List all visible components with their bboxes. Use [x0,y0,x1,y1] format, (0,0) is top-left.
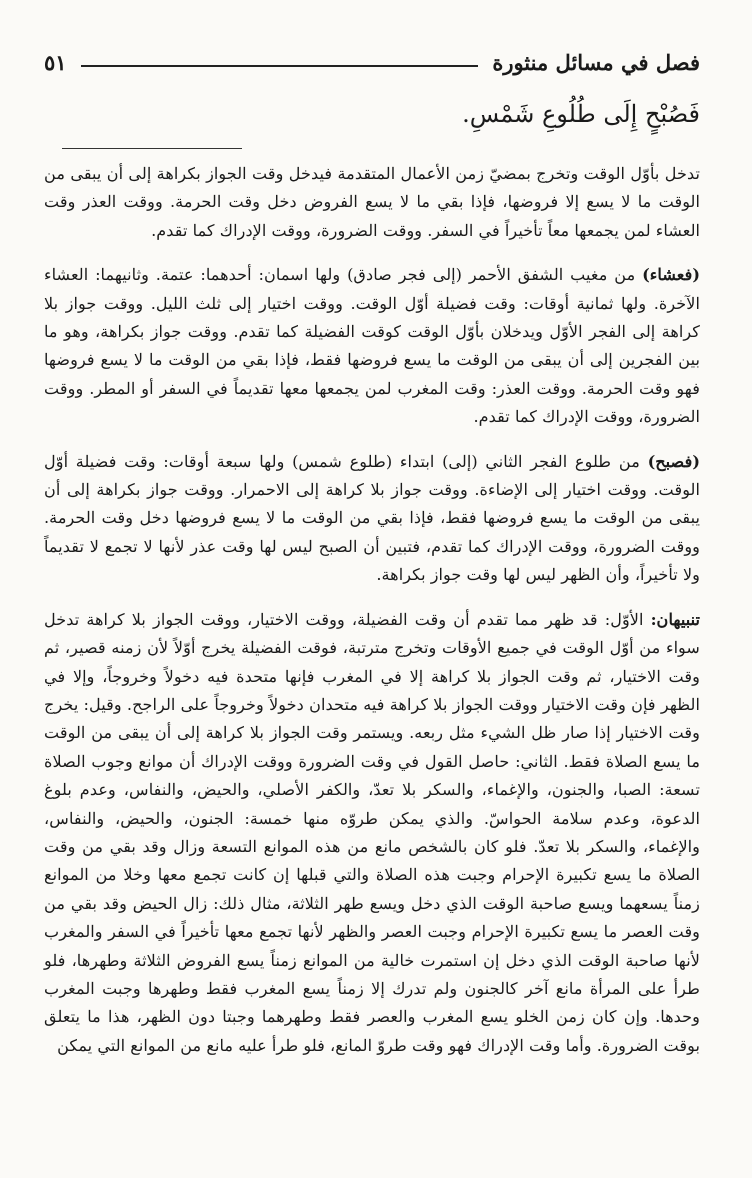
paragraph-body: تدخل بأوّل الوقت وتخرج بمضيّ زمن الأعمال المتقدمة فيدخل وقت الجواز بكراهة إلى أن يبقى من الوقت ما لا يسع إلا فروضها، فإذا بقي ما لا يسع الفروض دخل وقت الحرمة. ووقت العذر وقت العشاء لمن يجمعها معاً تأخيراً في السفر. ووقت الضرورة، ووقت الإدراك كما تقدم. [44,164,700,240]
page-number: ٥١ [44,49,67,75]
verse-divider [62,148,242,149]
chapter-title: فصل في مسائل منثورة [492,49,700,75]
paragraph-lead: (فصبح) [647,451,700,471]
paragraph [44,606,700,1061]
running-header [44,42,700,82]
header-rule [81,65,479,67]
paragraph-body: من مغيب الشفق الأحمر (إلى فجر صادق) ولها اسمان: أحدهما: عتمة. وثانيهما: العشاء الآخرة. ولها ثمانية أوقات: وقت فضيلة أوّل الوقت. ووقت اختيار إلى ثلث الليل. ووقت جواز بلا كراهة إلى الفجر الأوّل ويدخلان بأوّل الوقت كوقت الفضيلة كما تقدم. ووقت جواز بكراهة، وهو ما بين الفجرين إلى أن يبقى من الوقت ما يسع فروضها فقط، فإذا بقي من الوقت ما لا يسع فروضها فهو وقت الحرمة. ووقت العذر: وقت المغرب لمن يجمعها معها تقديماً في السفر أو المطر. ووقت الضرورة، ووقت الإدراك كما تقدم. [44,265,700,427]
paragraph [44,448,700,590]
paragraph [44,261,700,431]
paragraph [44,160,700,245]
paragraph-body: الأوّل: قد ظهر مما تقدم أن وقت الفضيلة، ووقت الاختيار، ووقت الجواز بلا كراهة تدخل سواء من أوّل الوقت في جميع الأوقات وتخرج مترتبة، فوقت الفضيلة يخرج أوّلاً لأن زمنه قصير، ثم وقت الاختيار، ثم وقت الجواز بلا كراهة إلا في المغرب فإنها متحدة فيه دخولاً وخروجاً، وإلا في الظهر فإن وقت الاختيار ووقت الجواز بلا كراهة فيه متحدان دخولاً وخروجاً على الراجح. وقيل: يخرج وقت الاختيار إذا صار ظل الشيء مثل ربعه. ويستمر وقت الجواز بلا كراهة إلى أن يبقى من الوقت ما يسع الصلاة فقط. الثاني: حاصل القول في وقت الضرورة ووقت الإدراك أن موانع وجوب الصلاة تسعة: الصبا، والجنون، والإغماء، والسكر بلا تعدّ، والكفر الأصلي، والحيض، والنفاس، وعدم بلوغ الدعوة، وعدم سلامة الحواسّ. والذي يمكن طروّه منها خمسة: الجنون، والحيض، والنفاس، والإغماء، والسكر بلا تعدّ. فلو كان بالشخص مانع من هذه الموانع التسعة وزال وقد بقي من وقت الصلاة ما يسع تكبيرة الإحرام وجبت هذه الصلاة والتي قبلها إن كانت تجمع معها وخلا من الموانع زمناً يسعهما ويسع صاحبة الوقت الذي دخل ويسع طهر الثلاثة، مثال ذلك: زال الحيض وقد بقي من وقت العصر ما يسع تكبيرة الإحرام وجبت العصر والظهر لأنها تجمع معها تأخيراً في السفر والمغرب لأنها صاحبة الوقت الذي دخل إن استمرت خالية من الموانع زمناً يسع الفروض الثلاثة وطهرها، فلو طرأ على المرأة مانع آخر كالجنون ولم تدرك إلا زمناً يسع المغرب فقط وطهرها وجبت المغرب وحدها. وإن كان زمن الخلو يسع المغرب والعصر فقط وطهرهما وجبتا دون الظهر، هذا ما يتعلق بوقت الضرورة. وأما وقت الإدراك فهو وقت طروّ المانع، فلو طرأ عليه مانع من الموانع التي يمكن [44,609,700,1055]
paragraph-lead: تنبيهان: [650,609,700,629]
poem-verse: فَصُبْحٍ إِلَى طُلُوعِ شَمْسِ. [462,100,700,128]
paragraph-body: من طلوع الفجر الثاني (إلى) ابتداء (طلوع شمس) ولها سبعة أوقات: وقت فضيلة أوّل الوقت. ووقت اختيار إلى الإضاءة. ووقت جواز بلا كراهة إلى الاحمرار. ووقت جواز بكراهة إلى أن يبقى من الوقت ما يسع فروضها فقط، فإذا بقي من الوقت ما لا يسع فروضها دخل وقت الحرمة. ووقت الضرورة، ووقت الإدراك كما تقدم، فتبين أن الصبح ليس لها وقت عذر لأنها لا تجمع لا تقديماً ولا تأخيراً، وأن الظهر ليس لها وقت جواز بكراهة. [44,451,700,585]
commentary-text [44,160,700,1060]
paragraph-lead: (فعشاء) [642,265,700,285]
